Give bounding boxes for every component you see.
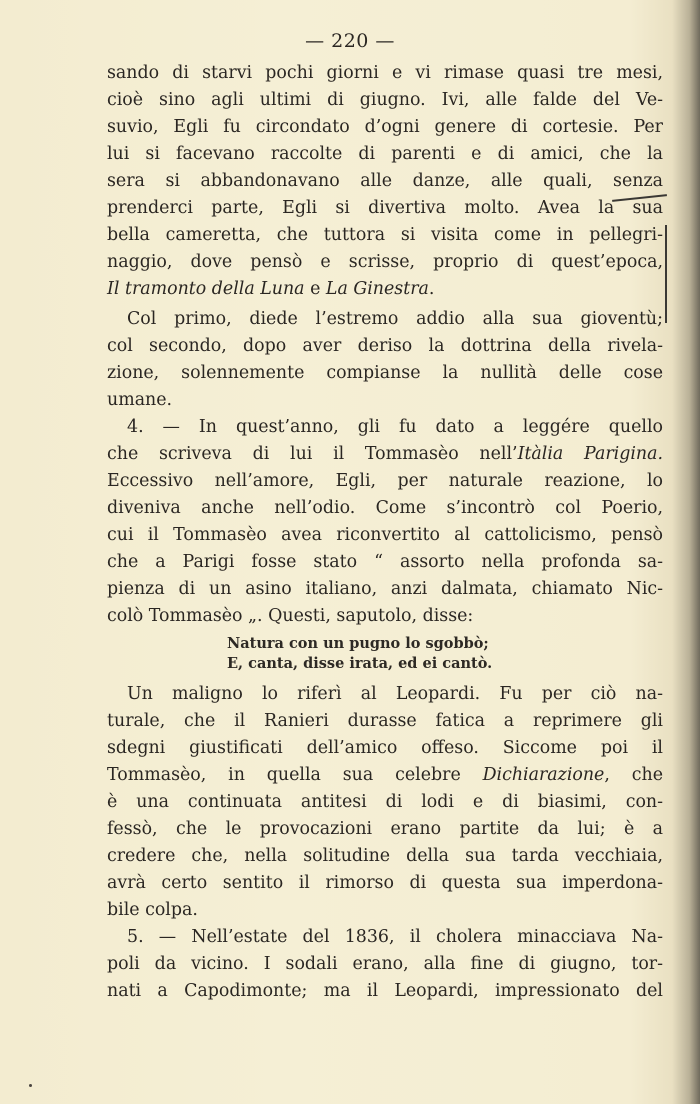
text-line: nati a Capodimonte; ma il Leopardi, impressionato del [107,981,663,1001]
text-line: bella cameretta, che tuttora si visita come in pellegri- [107,225,663,245]
text-line: turale, che il Ranieri durasse fatica a reprimere gli [107,711,663,731]
text-line: naggio, dove pensò e scrisse, proprio di quest’epoca, [107,252,663,272]
text-line: pienza di un asino italiano, anzi dalmata, chiamato Nic- [107,579,663,599]
work-title: La Ginestra [325,279,429,299]
text-line: è una continuata antitesi di lodi e di biasimi, con- [107,792,663,812]
text-line: Col primo, diede l’estremo addio alla sua gioventù; [127,309,663,329]
work-title: Dichiarazione [482,765,605,785]
text-line: che a Parigi fosse stato “ assorto nella profonda sa- [107,552,663,572]
ink-speck [29,1084,32,1087]
text-line: fessò, che le provocazioni erano partite da lui; è a [107,819,663,839]
text-line: cioè sino agli ultimi di giugno. Ivi, alle falde del Ve- [107,90,663,110]
verse-line: Natura con un pugno lo sgobbò; [227,635,489,652]
text-line: sera si abbandonavano alle danze, alle quali, senza [107,171,663,191]
conjunction: e [304,279,326,299]
handwritten-margin-bracket [665,225,667,323]
text-line: lui si facevano raccolte di parenti e di amici, che la [107,144,663,164]
section-5-start: 5. — Nell’estate del 1836, il cholera minacciava Na- [127,927,663,947]
text-line: col secondo, dopo aver deriso la dottrina della rivela- [107,336,663,356]
period: . [428,279,435,299]
text-line: umane. [107,390,173,410]
text-line: sando di starvi pochi giorni e vi rimase quasi tre mesi, [107,63,663,83]
text-line: sdegni giustificati dell’amico offeso. Siccome poi il [107,738,663,758]
text-line: poli da vicino. I sodali erano, alla fine di giugno, tor- [107,954,663,974]
text-line: Eccessivo nell’amore, Egli, per naturale reazione, lo [107,471,663,491]
text-line [107,441,663,468]
page-number: — 220 — [305,30,395,52]
text-line: zione, solennemente compianse la nullità delle cose [107,363,663,383]
text-line: prenderci parte, Egli si divertiva molto. Avea la sua [107,198,663,218]
work-titles-line [107,276,663,303]
text-line: diveniva anche nell’odio. Come s’incontrò col Poerio, [107,498,663,518]
text-line: cui il Tommasèo avea riconvertito al cattolicismo, pensò [107,525,663,545]
text-line: suvio, Egli fu circondato d’ogni genere di cortesie. Per [107,117,663,137]
text-line [107,762,663,789]
work-title: Il tramonto della Luna [107,279,305,299]
text-line: bile colpa. [107,900,198,920]
text-span: che scriveva di lui il Tommasèo nell’ [107,444,518,464]
verse-line: E, canta, disse irata, ed ei cantò. [227,655,493,672]
text-line: Un maligno lo riferì al Leopardi. Fu per ciò na- [127,684,663,704]
text-span: , che [604,765,663,785]
text-line: credere che, nella solitudine della sua tarda vecchiaia, [107,846,663,866]
text-line: avrà certo sentito il rimorso di questa sua imperdona- [107,873,663,893]
work-title: Itàlia Parigina. [517,444,663,464]
text-line: colò Tommasèo „. Questi, saputolo, disse: [107,606,474,626]
body-text [107,60,663,1005]
section-4-start: 4. — In quest’anno, gli fu dato a leggére quello [127,417,663,437]
text-span: Tommasèo, in quella sua celebre [107,765,483,785]
